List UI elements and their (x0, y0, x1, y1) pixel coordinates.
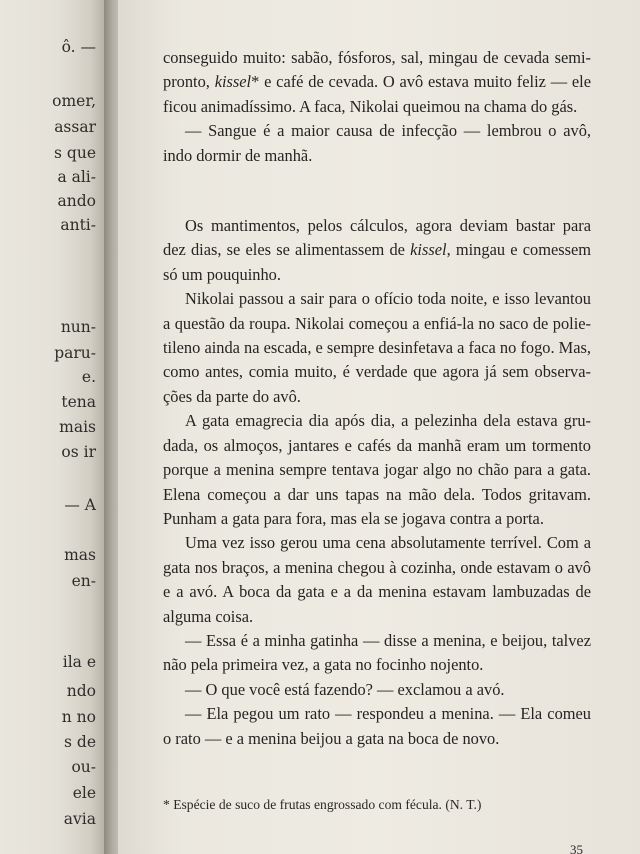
paragraph-6: Uma vez isso gerou uma cena absolutamente terrível. Com a gata nos braços, a menina chegou à cozinha, onde estavam o avô e a avó. A boca da gata e a da menina estavam lambuzadas de alguma coisa. (163, 533, 591, 626)
left-page-line: n no (61, 708, 96, 726)
left-page-line: os ir (61, 443, 96, 461)
page-number: 35 (570, 842, 583, 854)
paragraph-1-text-a: conseguido muito: sabão, fósforos, sal, mingau de cevada semi-pronto, (163, 48, 591, 92)
left-page-line: ndo (66, 682, 96, 700)
left-page-line: mais (59, 418, 96, 436)
text-column (163, 46, 591, 751)
paragraph-5: A gata emagrecia dia após dia, a pelezinha dela estava grudada, os almoços, jantares e cafés da manhã eram um tormento porque a menina sempre tentava jogar algo no chão para a gata. Elena começou a dar uns tapas na mão dela. Todos gritavam. Punham a gata para fora, mas ela se jogava contra a porta. (163, 411, 591, 528)
left-page-line: tena (61, 393, 96, 411)
left-page-line: s de (64, 733, 96, 751)
footnote: * Espécie de suco de frutas engrossado com fécula. (N. T.) (163, 797, 482, 812)
section-break (163, 168, 591, 214)
right-page (118, 0, 640, 854)
paragraph-3-italic-term: kissel (410, 240, 447, 260)
left-page-line: — A (64, 496, 96, 514)
paragraph-8: — O que você está fazendo? — exclamou a avó. (185, 679, 505, 699)
left-page-line: nun- (60, 318, 96, 336)
left-page-line: anti- (60, 216, 96, 234)
paragraph-7: — Essa é a minha gatinha — disse a menina, e beijou, talvez não pela primeira vez, a gata no focinho nojento. (163, 630, 591, 675)
left-page-line: avia (63, 810, 96, 828)
left-page-line: ou- (71, 758, 96, 776)
left-page-line: e. (81, 368, 96, 386)
paragraph-9: — Ela pegou um rato — respondeu a menina. — Ela comeu o rato — e a menina beijou a gata na boca de novo. (163, 704, 591, 748)
left-page (0, 0, 106, 854)
left-page-line: ila e (62, 653, 96, 671)
left-page-line: en- (71, 572, 96, 590)
paragraph-3-text-a: Os mantimentos, pelos cálculos, agora deviam bastar para dez dias, se eles se alimentassem de (163, 216, 591, 260)
paragraph-1-italic-term: kissel (214, 72, 252, 92)
left-page-line: assar (54, 118, 96, 136)
paragraph-3 (163, 214, 591, 287)
paragraph-2: — Sangue é a maior causa de infecção — lembrou o avô, indo dormir de manhã. (163, 121, 591, 165)
paragraph-4: Nikolai passou a sair para o ofício toda noite, e isso levantou a questão da roupa. Nikolai começou a enfiá-la no saco de polietileno ainda na escada, e sempre desinfetava a faca no fogo. Mas, como antes, comia muito, é verdade que agora já sem observações da parte do avô. (163, 289, 591, 406)
left-page-line: s que (54, 144, 96, 162)
left-page-line: omer, (52, 92, 96, 110)
left-page-line: ando (57, 192, 96, 210)
left-page-line: a ali- (57, 168, 96, 186)
paragraph-1-text-b: * e café de cevada. O avô estava muito feliz — ele ficou animadíssimo. A faca, Nikolai queimou na chama do gás. (163, 72, 591, 116)
left-page-line: paru- (54, 344, 96, 362)
paragraph-1 (163, 46, 591, 119)
paragraph-3-text-b: , mingau e comessem só um pouquinho. (163, 240, 592, 284)
left-page-line: ô. — (61, 38, 96, 56)
left-page-line: ele (72, 784, 96, 802)
left-page-line: mas (64, 546, 96, 564)
